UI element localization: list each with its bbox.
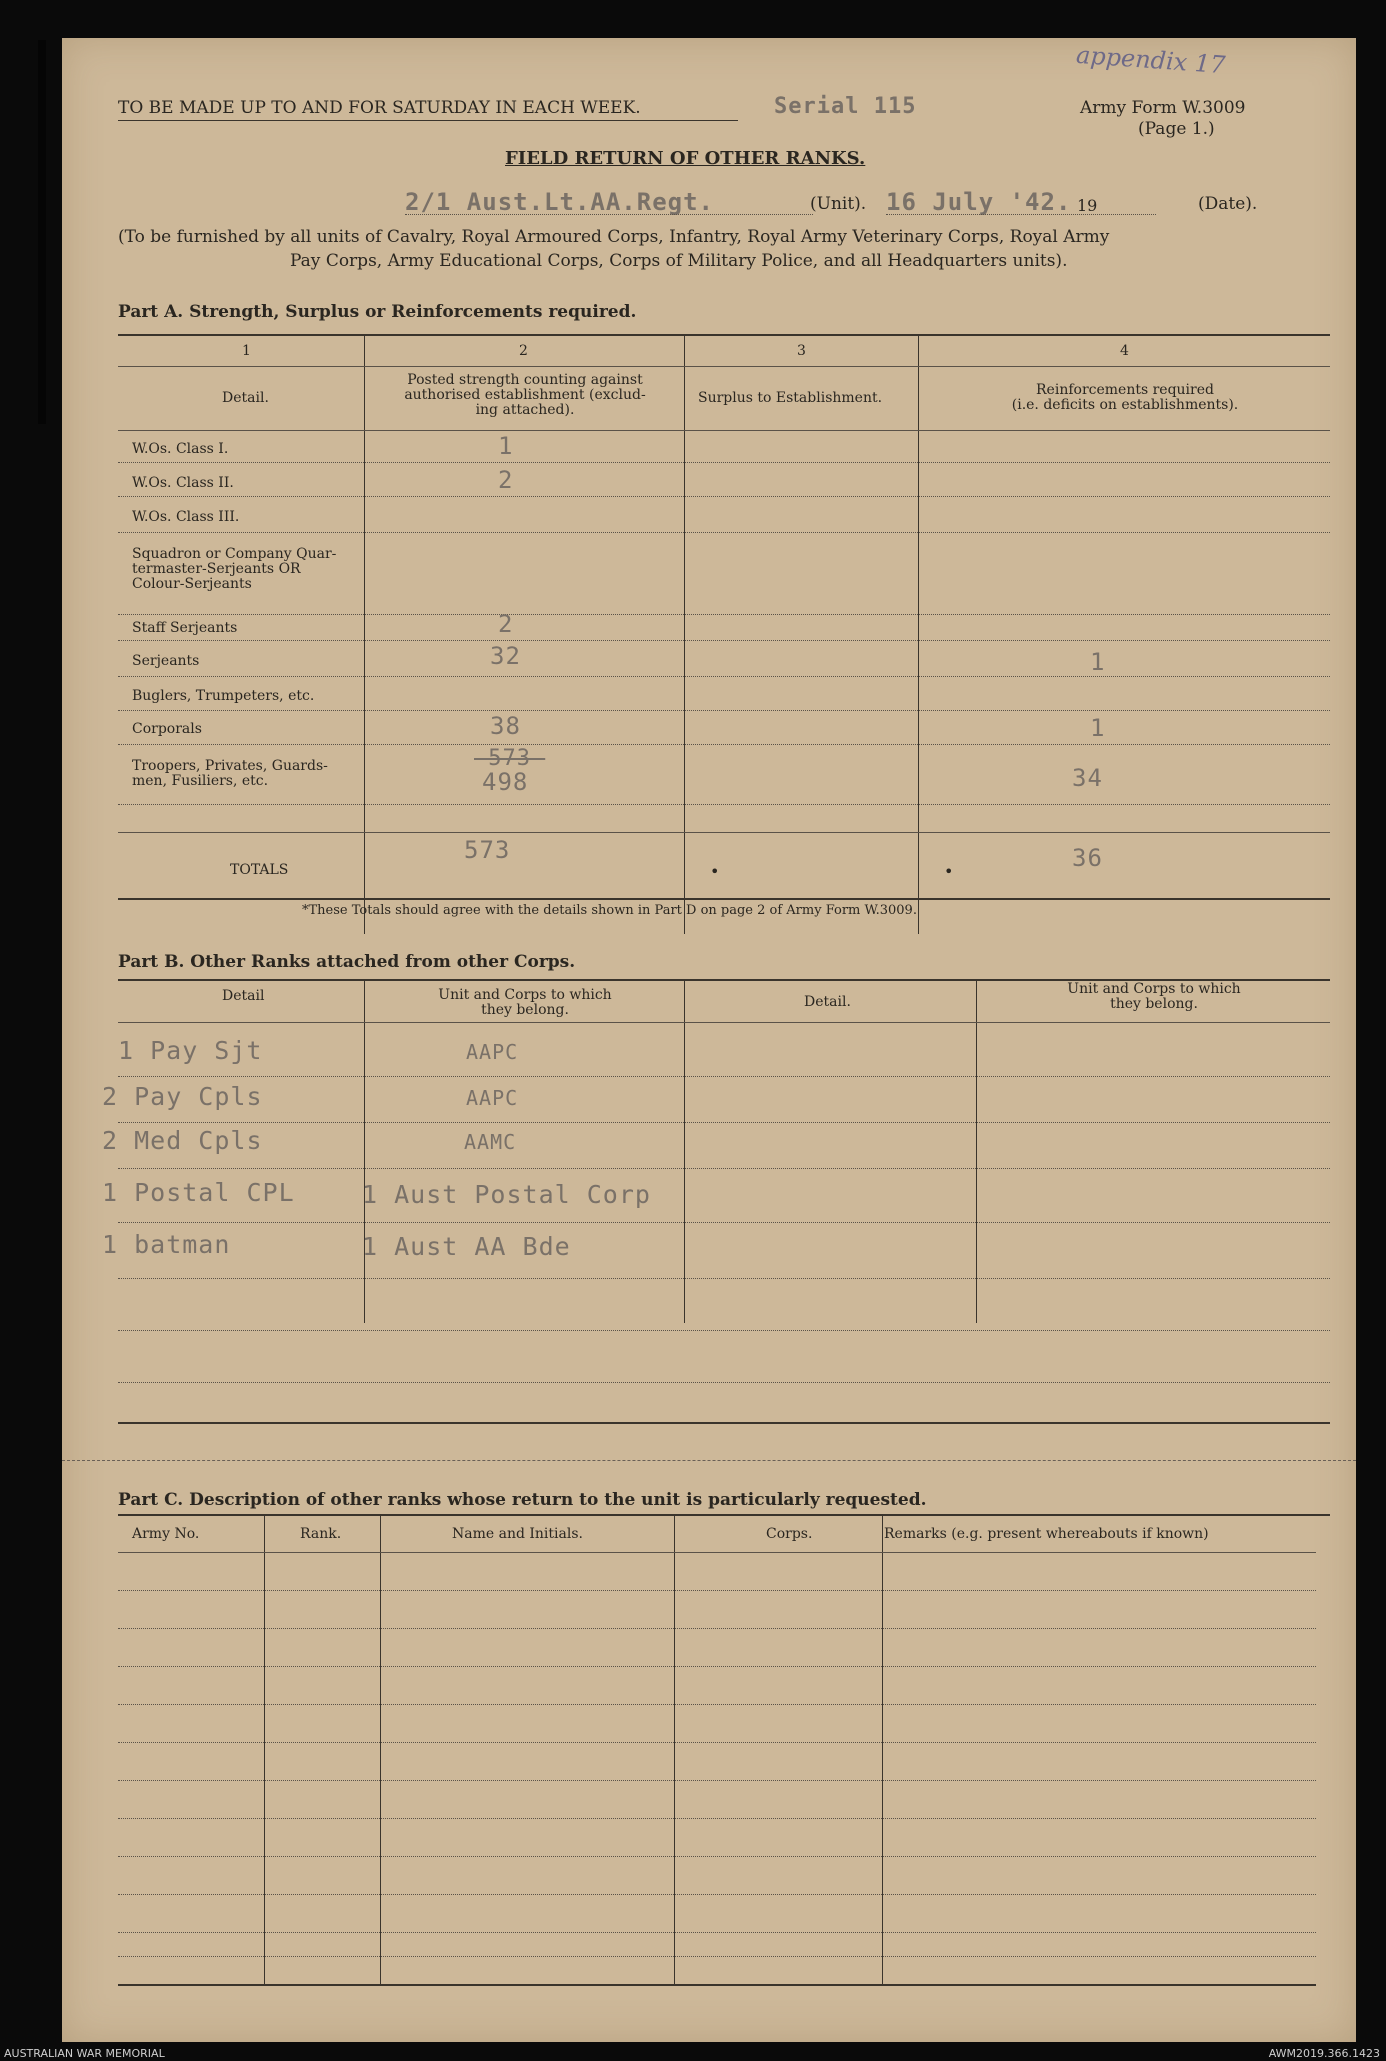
serial-number: Serial 115 xyxy=(774,94,917,119)
part-b-header-unit-1 xyxy=(366,988,684,1018)
part-b-row-3-unit: AAMC xyxy=(464,1130,517,1154)
part-b-col-divider-2 xyxy=(684,979,685,1323)
form-title: FIELD RETURN OF OTHER RANKS. xyxy=(505,148,866,169)
part-b-row-rule xyxy=(118,1330,1330,1331)
part-b-row-rule xyxy=(118,1278,1330,1279)
row-troopers-posted-struck: -573- xyxy=(474,746,546,771)
part-c-row-rule xyxy=(118,1628,1316,1629)
totals-top-rule xyxy=(118,832,1330,833)
header-posted-line-3: ing attached). xyxy=(475,402,575,418)
part-b-col-divider-3 xyxy=(976,979,977,1323)
part-c-row-rule xyxy=(118,1856,1316,1857)
row-corporals-label: Corporals xyxy=(132,721,202,737)
footer-right: AWM2019.366.1423 xyxy=(1268,2047,1380,2060)
page-number: (Page 1.) xyxy=(1138,119,1215,139)
part-a-col-divider-3 xyxy=(918,334,919,934)
row-cqms-label-3: Colour-Serjeants xyxy=(132,576,252,592)
part-b-row-1-detail: 1 Pay Sjt xyxy=(118,1036,263,1065)
part-c-col-divider-1 xyxy=(264,1514,265,1984)
part-b-header-detail-2: Detail. xyxy=(804,994,851,1010)
total-surplus-asterisk: • xyxy=(710,862,720,881)
part-b-row-rule xyxy=(118,1382,1330,1383)
row-rule xyxy=(118,744,1330,745)
part-b-title: Part B. Other Ranks attached from other Corps. xyxy=(118,952,576,972)
part-c-row-rule xyxy=(118,1704,1316,1705)
part-c-row-rule xyxy=(118,1780,1316,1781)
part-b-row-1-unit: AAPC xyxy=(466,1040,519,1064)
part-c-header-rank: Rank. xyxy=(300,1526,342,1542)
row-serjeants-reinf: 1 xyxy=(1090,648,1106,676)
header-posted-line-1: Posted strength counting against xyxy=(407,372,643,388)
row-troopers-label-2: men, Fusiliers, etc. xyxy=(132,773,269,789)
row-corporals-posted: 38 xyxy=(490,712,521,740)
date-dotted-line xyxy=(886,214,1156,215)
row-wo-class-2-posted: 2 xyxy=(498,466,514,494)
row-rule xyxy=(118,640,1330,641)
part-b-header-unit-2 xyxy=(978,982,1330,1012)
date-label: (Date). xyxy=(1198,194,1258,214)
part-b-row-4-detail: 1 Postal CPL xyxy=(102,1178,295,1207)
row-serjeants-label: Serjeants xyxy=(132,653,200,669)
unit-dotted-line xyxy=(405,214,813,215)
unit-label: (Unit). xyxy=(810,194,867,214)
row-cqms-label-1: Squadron or Company Quar- xyxy=(132,546,337,562)
row-wo-class-1-posted: 1 xyxy=(498,432,514,460)
part-c-row-rule xyxy=(118,1894,1316,1895)
form-paper xyxy=(62,38,1356,2042)
part-b-header-unit-1-line-1: Unit and Corps to which xyxy=(438,987,612,1003)
col-number-3: 3 xyxy=(797,343,806,359)
note-line-1: (To be furnished by all units of Cavalry, Royal Armoured Corps, Infantry, Royal Army Veterinary Corps, Royal Army xyxy=(118,227,1110,247)
part-b-col-divider-1 xyxy=(364,979,365,1323)
part-c-bottom-rule xyxy=(118,1984,1316,1986)
part-b-bottom-rule xyxy=(118,1422,1330,1424)
total-reinf-asterisk: • xyxy=(944,862,954,881)
part-c-row-rule xyxy=(118,1742,1316,1743)
part-c-row-rule xyxy=(118,1818,1316,1819)
part-b-row-2-unit: AAPC xyxy=(466,1086,519,1110)
part-c-row-rule xyxy=(118,1590,1316,1591)
row-rule xyxy=(118,532,1330,533)
row-troopers-posted: 498 xyxy=(482,768,529,796)
part-a-bottom-rule xyxy=(118,898,1330,900)
row-staff-serjeants-label: Staff Serjeants xyxy=(132,620,238,636)
handwritten-appendix-note: appendix 17 xyxy=(1075,40,1227,80)
form-id: Army Form W.3009 xyxy=(1080,98,1246,118)
part-c-header-remarks: Remarks (e.g. present whereabouts if known) xyxy=(884,1526,1209,1542)
header-posted-line-2: authorised establishment (exclud- xyxy=(404,387,646,403)
part-b-row-rule xyxy=(118,1222,1330,1223)
header-detail: Detail. xyxy=(222,390,269,406)
totals-label: TOTALS xyxy=(230,862,289,878)
part-b-header-rule xyxy=(118,1022,1330,1023)
row-rule xyxy=(118,710,1330,711)
row-troopers-label-1: Troopers, Privates, Guards- xyxy=(132,758,328,774)
part-c-col-divider-2 xyxy=(380,1514,381,1984)
note-line-2: Pay Corps, Army Educational Corps, Corps of Military Police, and all Headquarters units). xyxy=(290,251,1068,271)
total-posted: 573 xyxy=(464,836,511,864)
row-rule xyxy=(118,462,1330,463)
part-a-col-divider-1 xyxy=(364,334,365,934)
instruction-text: TO BE MADE UP TO AND FOR SATURDAY IN EACH WEEK. xyxy=(118,98,641,118)
instruction-underline xyxy=(118,120,738,121)
part-c-header-army-no: Army No. xyxy=(132,1526,200,1542)
row-staff-serjeants-posted: 2 xyxy=(498,610,514,638)
header-reinf-line-1: Reinforcements required xyxy=(1036,382,1214,398)
part-a-title: Part A. Strength, Surplus or Reinforcements required. xyxy=(118,302,637,322)
col-number-4: 4 xyxy=(1120,343,1129,359)
row-troopers-reinf: 34 xyxy=(1072,764,1103,792)
binding-mark xyxy=(38,40,46,424)
header-surplus: Surplus to Establishment. xyxy=(698,390,883,406)
header-bottom-rule xyxy=(118,430,1330,431)
col-number-2: 2 xyxy=(519,343,528,359)
row-rule xyxy=(118,614,1330,615)
part-b-row-2-detail: 2 Pay Cpls xyxy=(102,1082,263,1111)
col-number-rule xyxy=(118,366,1330,367)
part-b-row-rule xyxy=(118,1076,1330,1077)
header-reinf-line-2: (i.e. deficits on establishments). xyxy=(1011,397,1239,413)
part-c-title: Part C. Description of other ranks whose return to the unit is particularly requested. xyxy=(118,1490,927,1510)
date-value: 16 July '42. xyxy=(886,188,1072,216)
part-c-row-rule xyxy=(118,1956,1316,1957)
row-wo-class-3-label: W.Os. Class III. xyxy=(132,509,240,525)
header-reinforcements xyxy=(920,383,1330,413)
col-number-1: 1 xyxy=(242,343,251,359)
header-posted-strength xyxy=(366,373,684,418)
total-reinf: 36 xyxy=(1072,844,1103,872)
part-b-row-5-unit: 1 Aust AA Bde xyxy=(362,1232,571,1261)
part-c-header-corps: Corps. xyxy=(766,1526,813,1542)
part-c-col-divider-3 xyxy=(674,1514,675,1984)
row-cqms-label-2: termaster-Serjeants OR xyxy=(132,561,301,577)
part-b-row-rule xyxy=(118,1168,1330,1169)
part-a-footnote: *These Totals should agree with the details shown in Part D on page 2 of Army Form W.3009. xyxy=(302,903,917,918)
part-b-row-4-unit: 1 Aust Postal Corp xyxy=(362,1180,651,1209)
row-serjeants-posted: 32 xyxy=(490,642,521,670)
unit-value: 2/1 Aust.Lt.AA.Regt. xyxy=(405,188,714,216)
part-c-row-rule xyxy=(118,1666,1316,1667)
row-wo-class-1-label: W.Os. Class I. xyxy=(132,441,229,457)
part-c-top-rule xyxy=(118,1514,1330,1516)
row-buglers-label: Buglers, Trumpeters, etc. xyxy=(132,688,315,704)
part-b-header-detail: Detail xyxy=(222,988,265,1004)
part-c-header-name: Name and Initials. xyxy=(452,1526,583,1542)
row-corporals-reinf: 1 xyxy=(1090,714,1106,742)
row-rule xyxy=(118,676,1330,677)
footer-left: AUSTRALIAN WAR MEMORIAL xyxy=(4,2047,165,2060)
part-a-top-rule xyxy=(118,334,1330,336)
row-wo-class-2-label: W.Os. Class II. xyxy=(132,475,234,491)
part-b-header-unit-1-line-2: they belong. xyxy=(481,1002,569,1018)
part-c-row-rule xyxy=(118,1932,1316,1933)
part-b-row-rule xyxy=(118,1122,1330,1123)
part-c-col-divider-4 xyxy=(882,1514,883,1984)
fold-line xyxy=(62,1460,1356,1461)
part-b-header-unit-2-line-2: they belong. xyxy=(1110,996,1198,1012)
year-prefix: 19 xyxy=(1077,196,1098,215)
part-b-row-3-detail: 2 Med Cpls xyxy=(102,1126,263,1155)
part-b-row-5-detail: 1 batman xyxy=(102,1230,231,1259)
row-rule xyxy=(118,804,1330,805)
part-b-header-unit-2-line-1: Unit and Corps to which xyxy=(1067,981,1241,997)
part-a-col-divider-2 xyxy=(684,334,685,934)
part-c-header-rule xyxy=(118,1552,1316,1553)
row-rule xyxy=(118,496,1330,497)
